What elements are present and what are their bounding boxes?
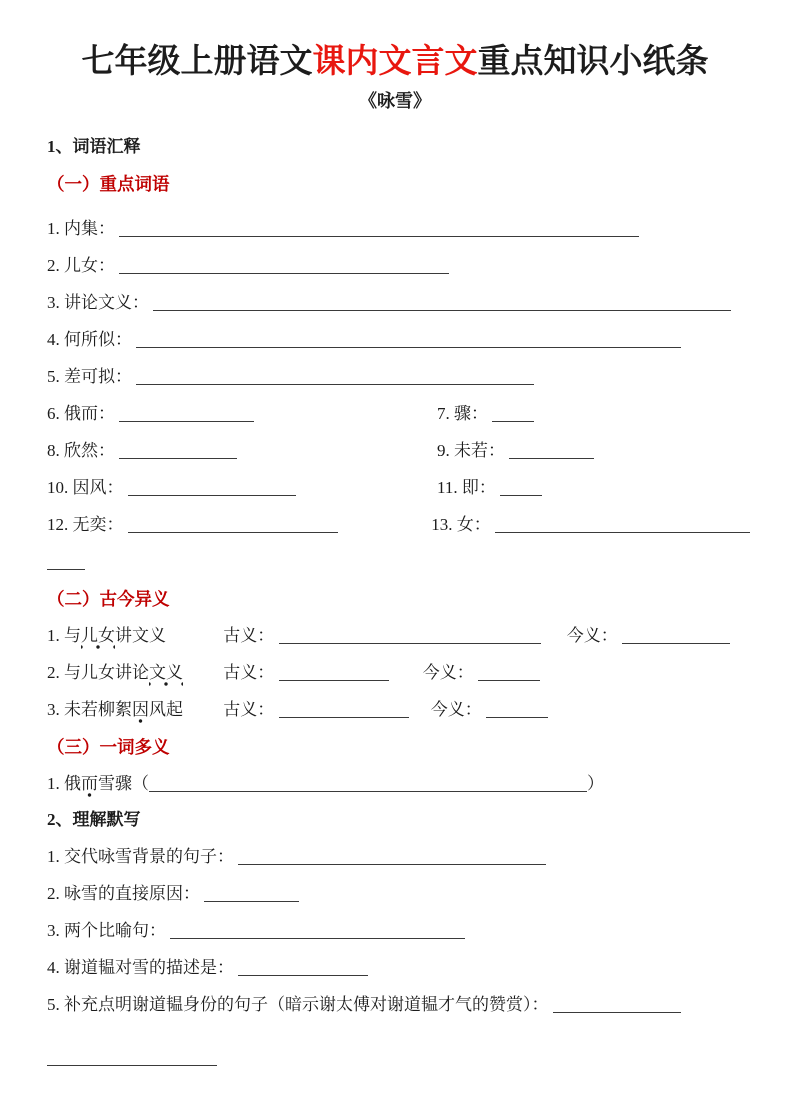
keyword-row-12-13 — [47, 513, 750, 536]
term-label: 6. 俄而： — [47, 404, 115, 423]
ancient-meaning-blank — [279, 703, 409, 718]
ancient-meaning-blank — [279, 629, 541, 644]
keyword-row-6-7 — [47, 402, 750, 425]
phrase-pre: 1. 与 — [47, 626, 81, 645]
keyword-row-5 — [47, 365, 750, 388]
answer-blank — [119, 259, 449, 274]
modern-meaning-blank — [486, 703, 548, 718]
phrase-emphasized: 因 — [132, 700, 149, 723]
polysemy-heading: （三）一词多义 — [47, 737, 170, 757]
phrase-text — [47, 774, 132, 797]
question-label: 1. 交代咏雪背景的句子： — [47, 847, 234, 866]
dictation-row-2 — [47, 882, 750, 905]
keyword-item-10 — [47, 476, 437, 499]
answer-blank — [492, 407, 534, 422]
answer-blank — [153, 296, 731, 311]
paren-open: （ — [132, 774, 149, 793]
section2-heading: 2、理解默写 — [47, 810, 141, 829]
modern-meaning-label: 今义： — [566, 626, 618, 645]
answer-blank — [128, 481, 296, 496]
blank-continuation-row-2 — [47, 1046, 750, 1069]
phrase-text — [47, 698, 219, 721]
answer-blank — [119, 444, 237, 459]
answer-blank — [149, 777, 587, 792]
answer-blank — [495, 518, 750, 533]
answer-blank-continuation — [47, 1051, 217, 1066]
answer-blank — [238, 850, 546, 865]
dictation-row-4 — [47, 956, 750, 979]
phrase-emphasized: 儿女 — [81, 626, 115, 649]
title-part-left: 七年级上册语文 — [81, 44, 313, 80]
question-label: 2. 咏雪的直接原因： — [47, 884, 200, 903]
phrase-pre: 3. 未若柳絮 — [47, 700, 132, 719]
phrase-text — [47, 624, 219, 647]
phrase-post: 讲文义 — [115, 626, 166, 645]
answer-blank — [119, 407, 254, 422]
term-label: 2. 儿女： — [47, 256, 115, 275]
answer-blank — [119, 222, 639, 237]
answer-blank — [136, 370, 534, 385]
dictation-row-5 — [47, 993, 750, 1016]
dictation-row-3 — [47, 919, 750, 942]
phrase-text — [47, 661, 219, 684]
keyword-item-7 — [437, 402, 750, 425]
question-label: 4. 谢道韫对雪的描述是： — [47, 958, 234, 977]
lesson-subtitle: 《咏雪》 — [359, 91, 431, 111]
term-label: 10. 因风： — [47, 478, 124, 497]
answer-blank-continuation — [47, 555, 85, 570]
term-label: 4. 何所似： — [47, 330, 132, 349]
term-label: 9. 未若： — [437, 441, 505, 460]
keyword-row-2 — [47, 254, 750, 277]
term-label: 1. 内集： — [47, 219, 115, 238]
term-label: 12. 无奕： — [47, 515, 124, 534]
answer-blank — [128, 518, 338, 533]
phrase-pre: 1. 俄 — [47, 774, 81, 793]
ancient-meaning-label: 古义： — [223, 626, 275, 645]
section1-heading: 1、词语汇释 — [47, 137, 141, 156]
keyword-row-1 — [47, 217, 750, 240]
modern-meaning-label: 今义： — [430, 700, 482, 719]
answer-blank — [136, 333, 681, 348]
keyword-item-6 — [47, 402, 437, 425]
term-label: 8. 欣然： — [47, 441, 115, 460]
keyword-row-3 — [47, 291, 750, 314]
question-label: 3. 两个比喻句： — [47, 921, 166, 940]
answer-blank — [553, 998, 681, 1013]
keyword-item-8 — [47, 439, 437, 462]
ancient-meaning-label: 古义： — [223, 700, 275, 719]
term-label: 5. 差可拟： — [47, 367, 132, 386]
keywords-heading: （一）重点词语 — [47, 174, 170, 194]
title-part-right: 重点知识小纸条 — [477, 44, 709, 80]
keyword-item-12 — [47, 513, 431, 536]
phrase-post: 雪骤 — [98, 774, 132, 793]
gu-jin-row-1 — [47, 624, 750, 647]
answer-blank — [170, 924, 465, 939]
answer-blank — [238, 961, 368, 976]
keyword-item-11 — [437, 476, 750, 499]
keyword-item-9 — [437, 439, 750, 462]
phrase-post: 风起 — [149, 700, 183, 719]
phrase-emphasized: 文义 — [149, 663, 183, 686]
phrase-pre: 2. 与儿女讲论 — [47, 663, 149, 682]
term-label: 7. 骤： — [437, 404, 488, 423]
gu-jin-row-2 — [47, 661, 750, 684]
term-label: 11. 即： — [437, 478, 496, 497]
ancient-modern-heading: （二）古今异义 — [47, 589, 170, 609]
polysemy-row-1 — [47, 772, 750, 795]
ancient-meaning-blank — [279, 666, 389, 681]
paren-close: ） — [587, 774, 604, 793]
phrase-emphasized: 而 — [81, 774, 98, 797]
keyword-row-8-9 — [47, 439, 750, 462]
answer-blank — [509, 444, 594, 459]
page-title — [40, 42, 750, 82]
title-part-red: 课内文言文 — [312, 44, 478, 80]
ancient-meaning-label: 古义： — [223, 663, 275, 682]
gu-jin-row-3 — [47, 698, 750, 721]
dictation-row-1 — [47, 845, 750, 868]
modern-meaning-blank — [478, 666, 540, 681]
keyword-row-10-11 — [47, 476, 750, 499]
term-label: 13. 女： — [431, 515, 491, 534]
answer-blank — [500, 481, 542, 496]
blank-continuation-row — [47, 550, 750, 573]
answer-blank — [204, 887, 299, 902]
question-label: 5. 补充点明谢道韫身份的句子（暗示谢太傅对谢道韫才气的赞赏）： — [47, 995, 549, 1014]
keyword-row-4 — [47, 328, 750, 351]
modern-meaning-label: 今义： — [422, 663, 474, 682]
keyword-item-13 — [431, 513, 750, 536]
modern-meaning-blank — [622, 629, 730, 644]
term-label: 3. 讲论文义： — [47, 293, 149, 312]
